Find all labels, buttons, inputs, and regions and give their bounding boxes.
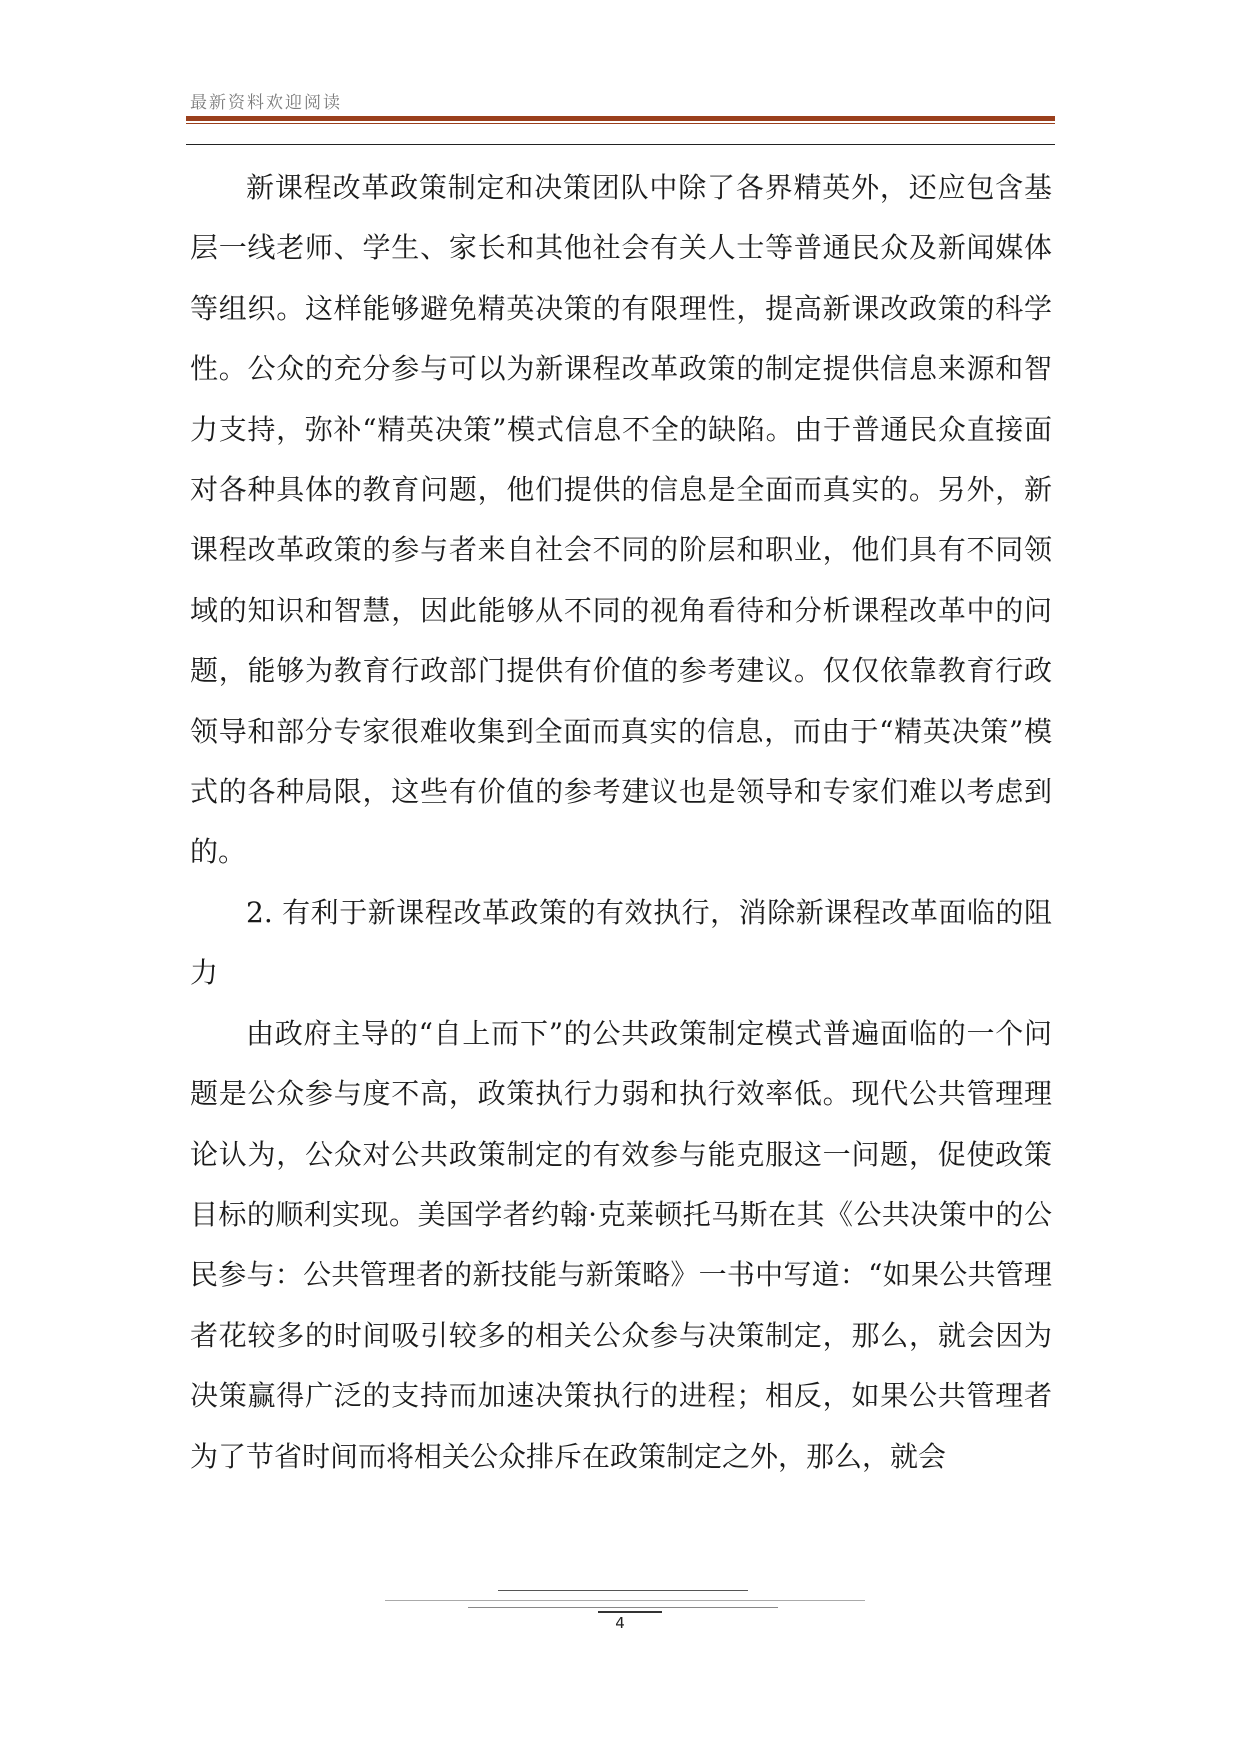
document-body <box>190 158 1052 1487</box>
header-rule-black <box>186 144 1055 145</box>
header-rule-thick <box>186 116 1055 121</box>
footer-rule-4 <box>598 1611 662 1613</box>
footer-rule-1 <box>498 1590 748 1591</box>
section-heading-2: 2. 有利于新课程改革政策的有效执行，消除新课程改革面临的阻力 <box>190 895 1052 990</box>
header-label: 最新资料欢迎阅读 <box>190 93 342 113</box>
footer-rule-3 <box>468 1607 778 1608</box>
header-rule-thin <box>186 123 1055 124</box>
paragraph-2: 由政府主导的“自上而下”的公共政策制定模式普遍面临的一个问题是公众参与度不高，政策执行力弱和执行效率低。现代公共管理理论认为，公众对公共政策制定的有效参与能克服这一问题，促使政策目标的顺利实现。美国学者约翰·克莱顿托马斯在其《公共决策中的公民参与：公共管理者的新技能与新策略》一书中写道：“如果公共管理者花较多的时间吸引较多的相关公众参与决策制定，那么，就会因为决策赢得广泛的支持而加速决策执行的进程；相反，如果公共管理者为了节省时间而将相关公众排斥在政策制定之外，那么，就会 <box>190 1016 1052 1473</box>
footer-rule-2 <box>385 1600 865 1601</box>
paragraph-1: 新课程改革政策制定和决策团队中除了各界精英外，还应包含基层一线老师、学生、家长和其他社会有关人士等普通民众及新闻媒体等组织。这样能够避免精英决策的有限理性，提高新课改政策的科学性。公众的充分参与可以为新课程改革政策的制定提供信息来源和智力支持，弥补“精英决策”模式信息不全的缺陷。由于普通民众直接面对各种具体的教育问题，他们提供的信息是全面而真实的。另外，新课程改革政策的参与者来自社会不同的阶层和职业，他们具有不同领域的知识和智慧，因此能够从不同的视角看待和分析课程改革中的问题，能够为教育行政部门提供有价值的参考建议。仅仅依靠教育行政领导和部分专家很难收集到全面而真实的信息，而由于“精英决策”模式的各种局限，这些有价值的参考建议也是领导和专家们难以考虑到的。 <box>190 171 1052 869</box>
page-number: 4 <box>615 1614 625 1632</box>
